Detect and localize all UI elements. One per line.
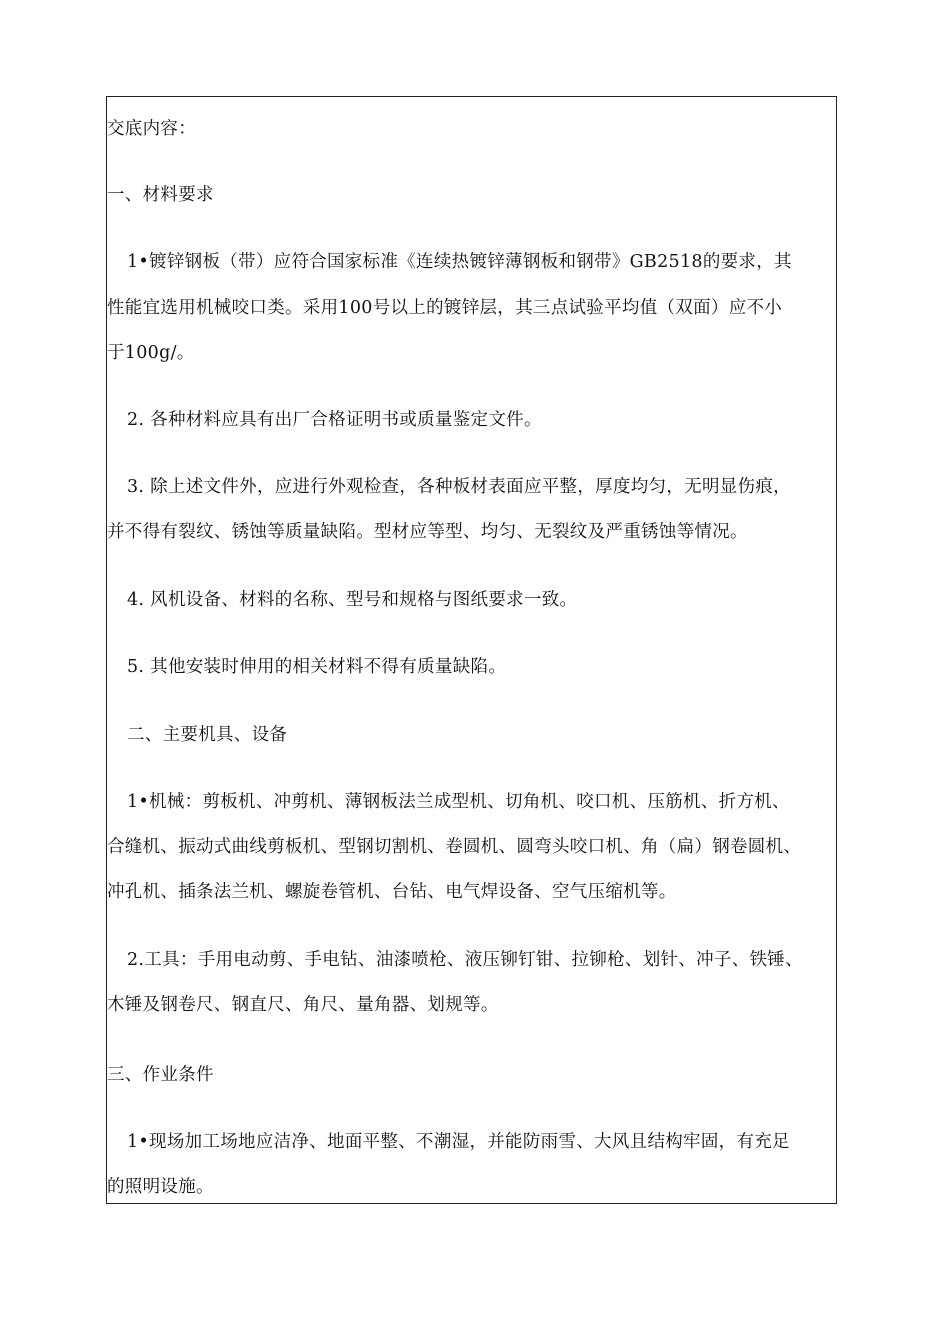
section-heading-materials: 一、材料要求 xyxy=(107,185,214,205)
section-heading-work-conditions: 三、作业条件 xyxy=(107,1065,214,1085)
paragraph-line: 4. 风机设备、材料的名称、型号和规格与图纸要求一致。 xyxy=(127,590,578,610)
paragraph-line: 的照明设施。 xyxy=(107,1177,214,1197)
paragraph-line: 木锤及钢卷尺、钢直尺、角尺、量角器、划规等。 xyxy=(107,995,499,1015)
paragraph-line: 于100g/。 xyxy=(107,343,195,363)
paragraph-line: 2.工具：手用电动剪、手电钻、油漆喷枪、液压铆钉钳、拉铆枪、划针、冲子、铁锤、 xyxy=(127,950,803,970)
disclosure-content-box xyxy=(106,96,837,1204)
paragraph-line: 合缝机、振动式曲线剪板机、型钢切割机、卷圆机、圆弯头咬口机、角（扁）钢卷圆机、 xyxy=(107,837,802,857)
paragraph-line: 3. 除上述文件外，应进行外观检查，各种板材表面应平整，厚度均匀，无明显伤痕， xyxy=(127,477,791,497)
paragraph-line: 2. 各种材料应具有出厂合格证明书或质量鉴定文件。 xyxy=(127,410,542,430)
section-heading-equipment: 二、主要机具、设备 xyxy=(127,725,288,745)
paragraph-line: 性能宜选用机械咬口类。采用100号以上的镀锌层，其三点试验平均值（双面）应不小 xyxy=(107,298,783,318)
paragraph-line: 并不得有裂纹、锈蚀等质量缺陷。型材应等型、均匀、无裂纹及严重锈蚀等情况。 xyxy=(107,522,748,542)
paragraph-line: 1•镀锌钢板（带）应符合国家标准《连续热镀锌薄钢板和钢带》GB2518的要求，其 xyxy=(127,252,792,272)
paragraph-line: 冲孔机、插条法兰机、螺旋卷管机、台钻、电气焊设备、空气压缩机等。 xyxy=(107,882,677,902)
paragraph-line: 1•现场加工场地应洁净、地面平整、不潮湿，并能防雨雪、大风且结构牢固，有充足 xyxy=(127,1132,790,1152)
heading-disclosure-content: 交底内容： xyxy=(107,119,196,139)
paragraph-line: 5. 其他安装时伸用的相关材料不得有质量缺陷。 xyxy=(127,657,507,677)
paragraph-line: 1•机械：剪板机、冲剪机、薄钢板法兰成型机、切角机、咬口机、压筋机、折方机、 xyxy=(127,792,790,812)
